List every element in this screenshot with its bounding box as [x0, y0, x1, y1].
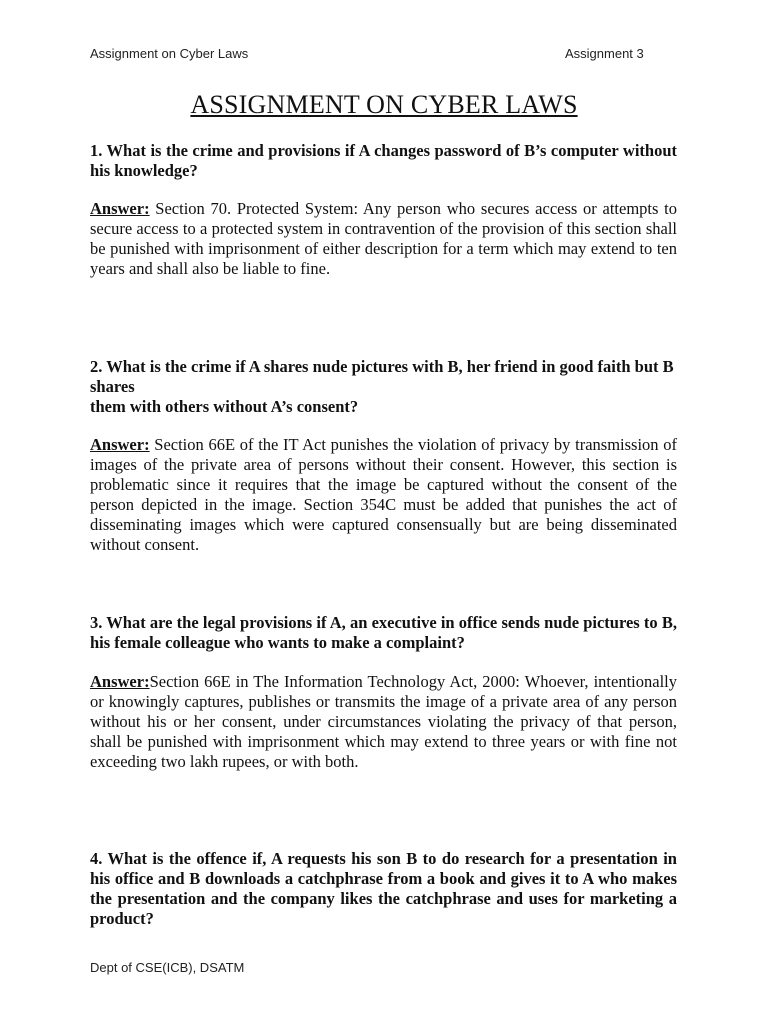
- header-right: Assignment 3: [565, 46, 644, 61]
- answer-label: Answer:: [90, 672, 150, 691]
- answer-label: Answer:: [90, 435, 150, 454]
- question-3: 3. What are the legal provisions if A, an executive in office sends nude pictures to B, his female colleague who wants to make a complaint?: [90, 613, 677, 652]
- question-line: them with others without A’s consent?: [90, 397, 359, 416]
- answer-3: [90, 672, 677, 772]
- header-left: Assignment on Cyber Laws: [90, 46, 249, 61]
- question-1: 1. What is the crime and provisions if A changes password of B’s computer without his knowledge?: [90, 141, 677, 180]
- answer-2: [90, 435, 677, 555]
- page-title: ASSIGNMENT ON CYBER LAWS: [190, 90, 578, 119]
- question-2: [90, 357, 677, 417]
- answer-text: Section 66E of the IT Act punishes the violation of privacy by transmission of images of the private area of persons without their consent. However, this section is problematic since it requires that the image be captured without the consent of the person depicted in the image. Section 354C must be added that punishes the act of disseminating images which were captured consensually but are being disseminated without consent.: [90, 435, 677, 554]
- footer: Dept of CSE(ICB), DSATM: [90, 960, 245, 975]
- question-4: 4. What is the offence if, A requests his son B to do research for a presentation in his office and B downloads a catchphrase from a book and gives it to A who makes the presentation and the company likes the catchphrase and uses for marketing a product?: [90, 849, 677, 928]
- answer-label: Answer:: [90, 199, 150, 218]
- answer-text: Section 70. Protected System: Any person who secures access or attempts to secure access to a protected system in contravention of the provision of this section shall be punished with imprisonment of either description for a term which may extend to ten years and shall also be liable to fine.: [90, 199, 677, 278]
- answer-1: [90, 199, 677, 279]
- answer-text: Section 66E in The Information Technology Act, 2000: Whoever, intentionally or knowingly captures, publishes or transmits the image of a private area of any person without his or her consent, under circumstances violating the privacy of that person, shall be punished with imprisonment which may extend to three years or with fine not exceeding two lakh rupees, or with both.: [90, 672, 677, 771]
- question-line: 2. What is the crime if A shares nude pictures with B, her friend in good faith but B shares: [90, 357, 674, 396]
